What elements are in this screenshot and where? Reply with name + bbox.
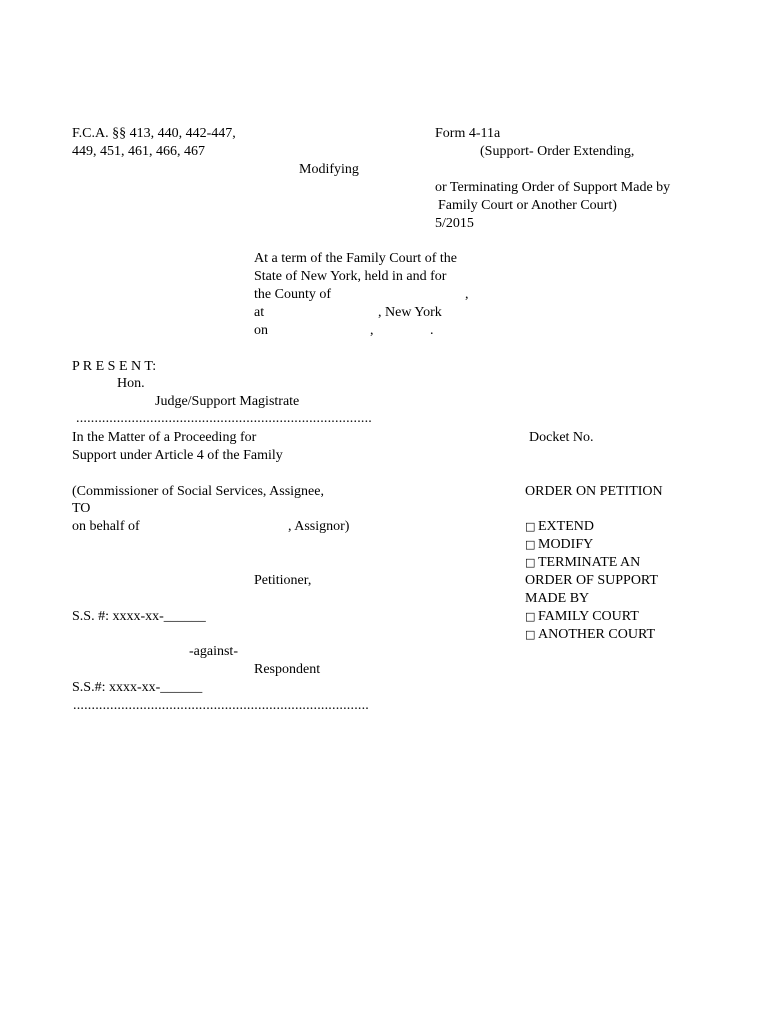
- on-behalf-of-label: on behalf of: [72, 519, 140, 534]
- form-title-line3: Family Court or Another Court): [438, 198, 617, 213]
- order-of-support-label: ORDER OF SUPPORT: [525, 573, 658, 588]
- extend-option[interactable]: [525, 518, 594, 536]
- at-label: at: [254, 305, 265, 320]
- petitioner-label: Petitioner,: [254, 573, 312, 588]
- terminate-checkbox[interactable]: □: [525, 556, 536, 569]
- matter-line2: Support under Article 4 of the Family: [72, 448, 283, 463]
- statute-citation-line2: 449, 451, 461, 466, 467: [72, 144, 205, 159]
- form-number: Form 4-11a: [435, 126, 501, 141]
- modify-option[interactable]: [525, 536, 593, 554]
- form-title-line1: (Support- Order Extending,: [480, 144, 635, 159]
- modify-label: MODIFY: [538, 537, 594, 552]
- modify-checkbox[interactable]: □: [525, 538, 536, 551]
- new-york-label: , New York: [378, 305, 442, 320]
- county-label: the County of: [254, 287, 331, 302]
- another-court-label: ANOTHER COURT: [538, 627, 655, 642]
- assignee-line1: (Commissioner of Social Services, Assignee,: [72, 484, 324, 499]
- matter-line1: In the Matter of a Proceeding for: [72, 430, 257, 445]
- respondent-label: Respondent: [254, 662, 321, 677]
- respondent-ssn: S.S.#: xxxx-xx-______: [72, 680, 203, 695]
- terminate-label: TERMINATE AN: [538, 555, 641, 570]
- statute-citation-line1: F.C.A. §§ 413, 440, 442-447,: [72, 126, 236, 141]
- county-comma: ,: [465, 287, 469, 302]
- family-court-label: FAMILY COURT: [538, 609, 639, 624]
- extend-checkbox[interactable]: □: [525, 520, 536, 533]
- form-title-line2: or Terminating Order of Support Made by: [435, 180, 671, 195]
- court-term-line1: At a term of the Family Court of the: [254, 251, 457, 266]
- date-comma: ,: [370, 323, 374, 338]
- dotted-rule-top: ................................................................................: [76, 411, 372, 426]
- date-period: .: [430, 323, 434, 338]
- order-title: ORDER ON PETITION: [525, 484, 663, 499]
- docket-number-label: Docket No.: [529, 430, 594, 445]
- form-title-modifying: Modifying: [299, 162, 359, 177]
- terminate-option[interactable]: [525, 554, 640, 572]
- form-date: 5/2015: [435, 216, 474, 231]
- court-term-line2: State of New York, held in and for: [254, 269, 447, 284]
- assignor-label: , Assignor): [288, 519, 350, 534]
- against-label: -against-: [189, 644, 238, 659]
- another-court-checkbox[interactable]: □: [525, 628, 536, 641]
- judge-title: Judge/Support Magistrate: [155, 394, 300, 409]
- dotted-rule-bottom: ................................................................................: [73, 698, 369, 713]
- made-by-label: MADE BY: [525, 591, 590, 606]
- assignee-line2: TO: [72, 501, 91, 516]
- another-court-option[interactable]: [525, 626, 655, 644]
- present-label: P R E S E N T:: [72, 359, 157, 374]
- hon-label: Hon.: [117, 376, 145, 391]
- on-label: on: [254, 323, 268, 338]
- extend-label: EXTEND: [538, 519, 594, 534]
- family-court-option[interactable]: [525, 608, 639, 626]
- family-court-checkbox[interactable]: □: [525, 610, 536, 623]
- petitioner-ssn: S.S. #: xxxx-xx-______: [72, 609, 206, 624]
